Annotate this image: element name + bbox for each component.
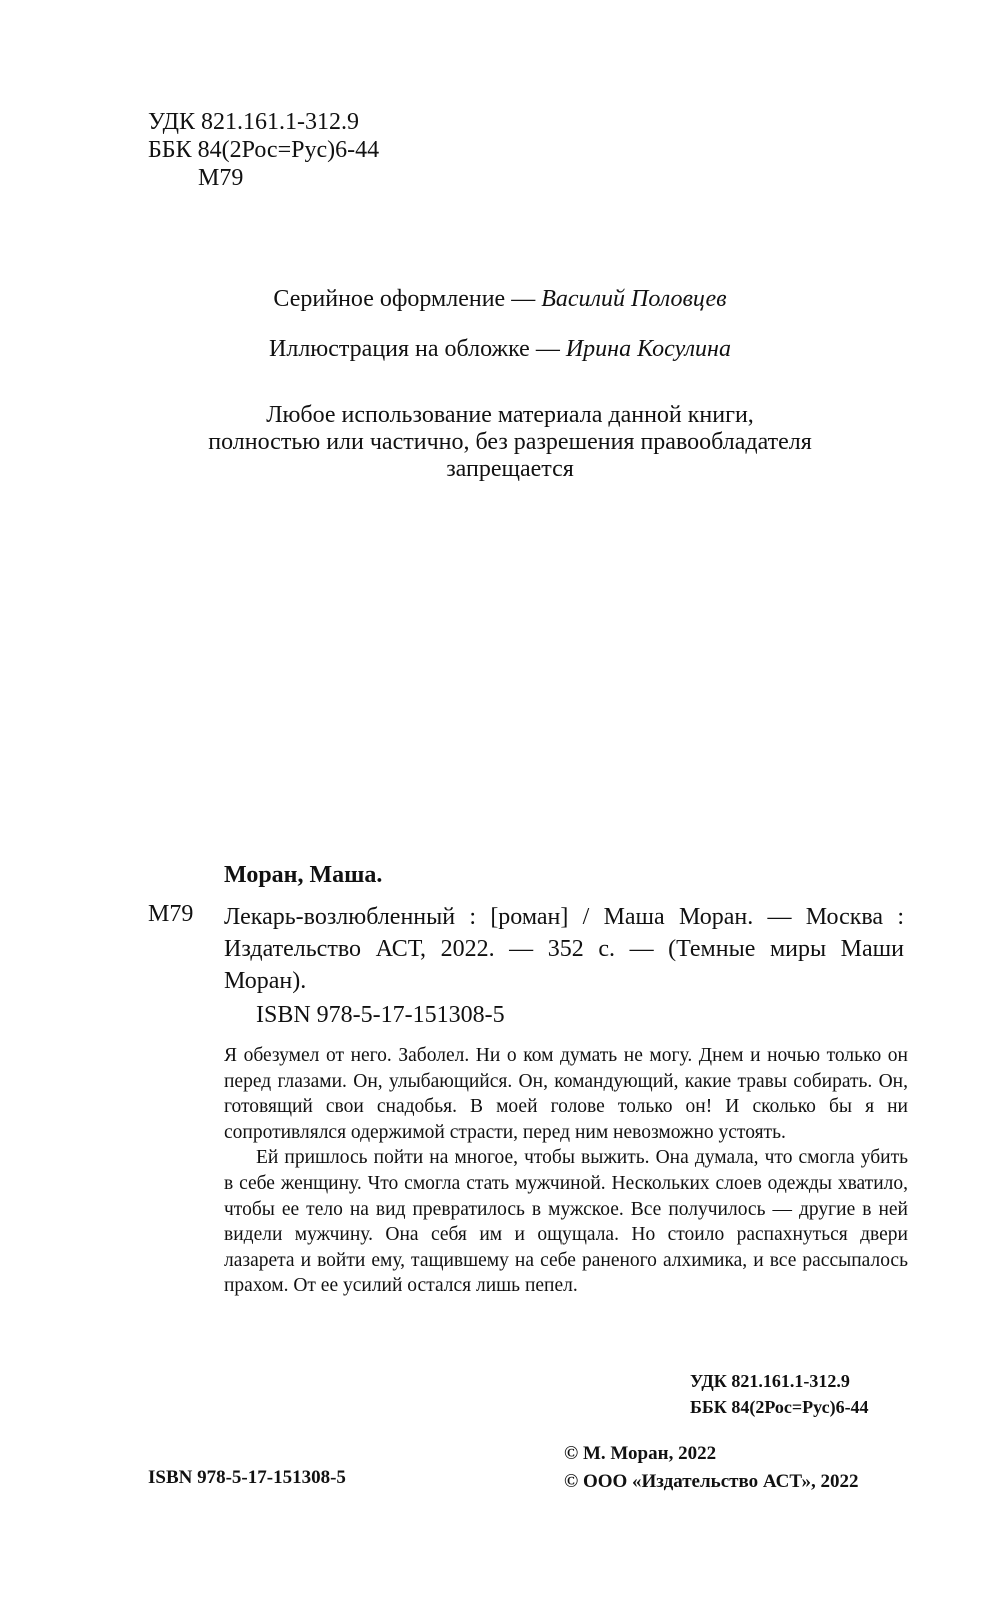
bbk-code: ББК 84(2Рос=Рус)6-44 [148, 137, 380, 163]
annotation [224, 1043, 908, 1299]
rights-notice [150, 402, 870, 483]
copyright-block [564, 1440, 859, 1496]
annotation-paragraph-1: Я обезумел от него. Заболел. Ни о ком думать не могу. Днем и ночью только он перед глазами. Он, улыбающийся. Он, командующий, какие травы собирать. Он, готовящий свои снадобья. В моей голове только он! И сколько бы я ни сопротивлялся одержимой страсти, перед ним невозможно устоять. [224, 1045, 908, 1143]
series-designer-name: Василий Половцев [541, 286, 727, 312]
series-design-credit [0, 286, 1000, 313]
rights-line-3: запрещается [446, 456, 574, 482]
annotation-paragraph-2: Ей пришлось пойти на многое, чтобы выжить. Она думала, что смогла убить в себе женщину. Что смогла стать мужчиной. Нескольких слоев одежды хватило, чтобы ее тело на вид превратилось в мужское. Все получилось — другие в ней видели мужчину. Она себя им и ощущала. Но стоило распахнуться двери лазарета и войти ему, тащившему на себе раненого алхимика, и все рассыпалось прахом. От ее усилий остался лишь пепел. [224, 1147, 908, 1297]
footer-bbk: ББК 84(2Рос=Рус)6-44 [690, 1397, 869, 1417]
record-isbn: ISBN 978-5-17-151308-5 [256, 1002, 505, 1028]
copyright-publisher: © ООО «Издательство АСТ», 2022 [564, 1471, 859, 1492]
footer-isbn: ISBN 978-5-17-151308-5 [148, 1467, 346, 1488]
cover-illustration-credit [0, 336, 1000, 363]
udk-code: УДК 821.161.1-312.9 [148, 109, 359, 135]
cover-illustration-label: Иллюстрация на обложке — [269, 336, 566, 362]
bibliographic-description: Лекарь-возлюбленный : [роман] / Маша Моран. — Москва : Издательство АСТ, 2022. — 352 с. — (Темные миры Маши Моран). [224, 904, 904, 994]
classification-block [148, 108, 379, 192]
series-design-label: Серийное оформление — [273, 286, 542, 312]
author-mark: М79 [198, 165, 244, 191]
author-heading: Моран, Маша. [224, 862, 383, 888]
footer-classification [690, 1368, 869, 1420]
record-author-mark: М79 [148, 901, 194, 927]
rights-line-2: полностью или частично, без разрешения правообладателя [208, 429, 812, 455]
copyright-author: © М. Моран, 2022 [564, 1443, 717, 1464]
cover-illustrator-name: Ирина Косулина [565, 336, 731, 362]
footer-udk: УДК 821.161.1-312.9 [690, 1371, 850, 1391]
rights-line-1: Любое использование материала данной книги, [266, 402, 754, 428]
